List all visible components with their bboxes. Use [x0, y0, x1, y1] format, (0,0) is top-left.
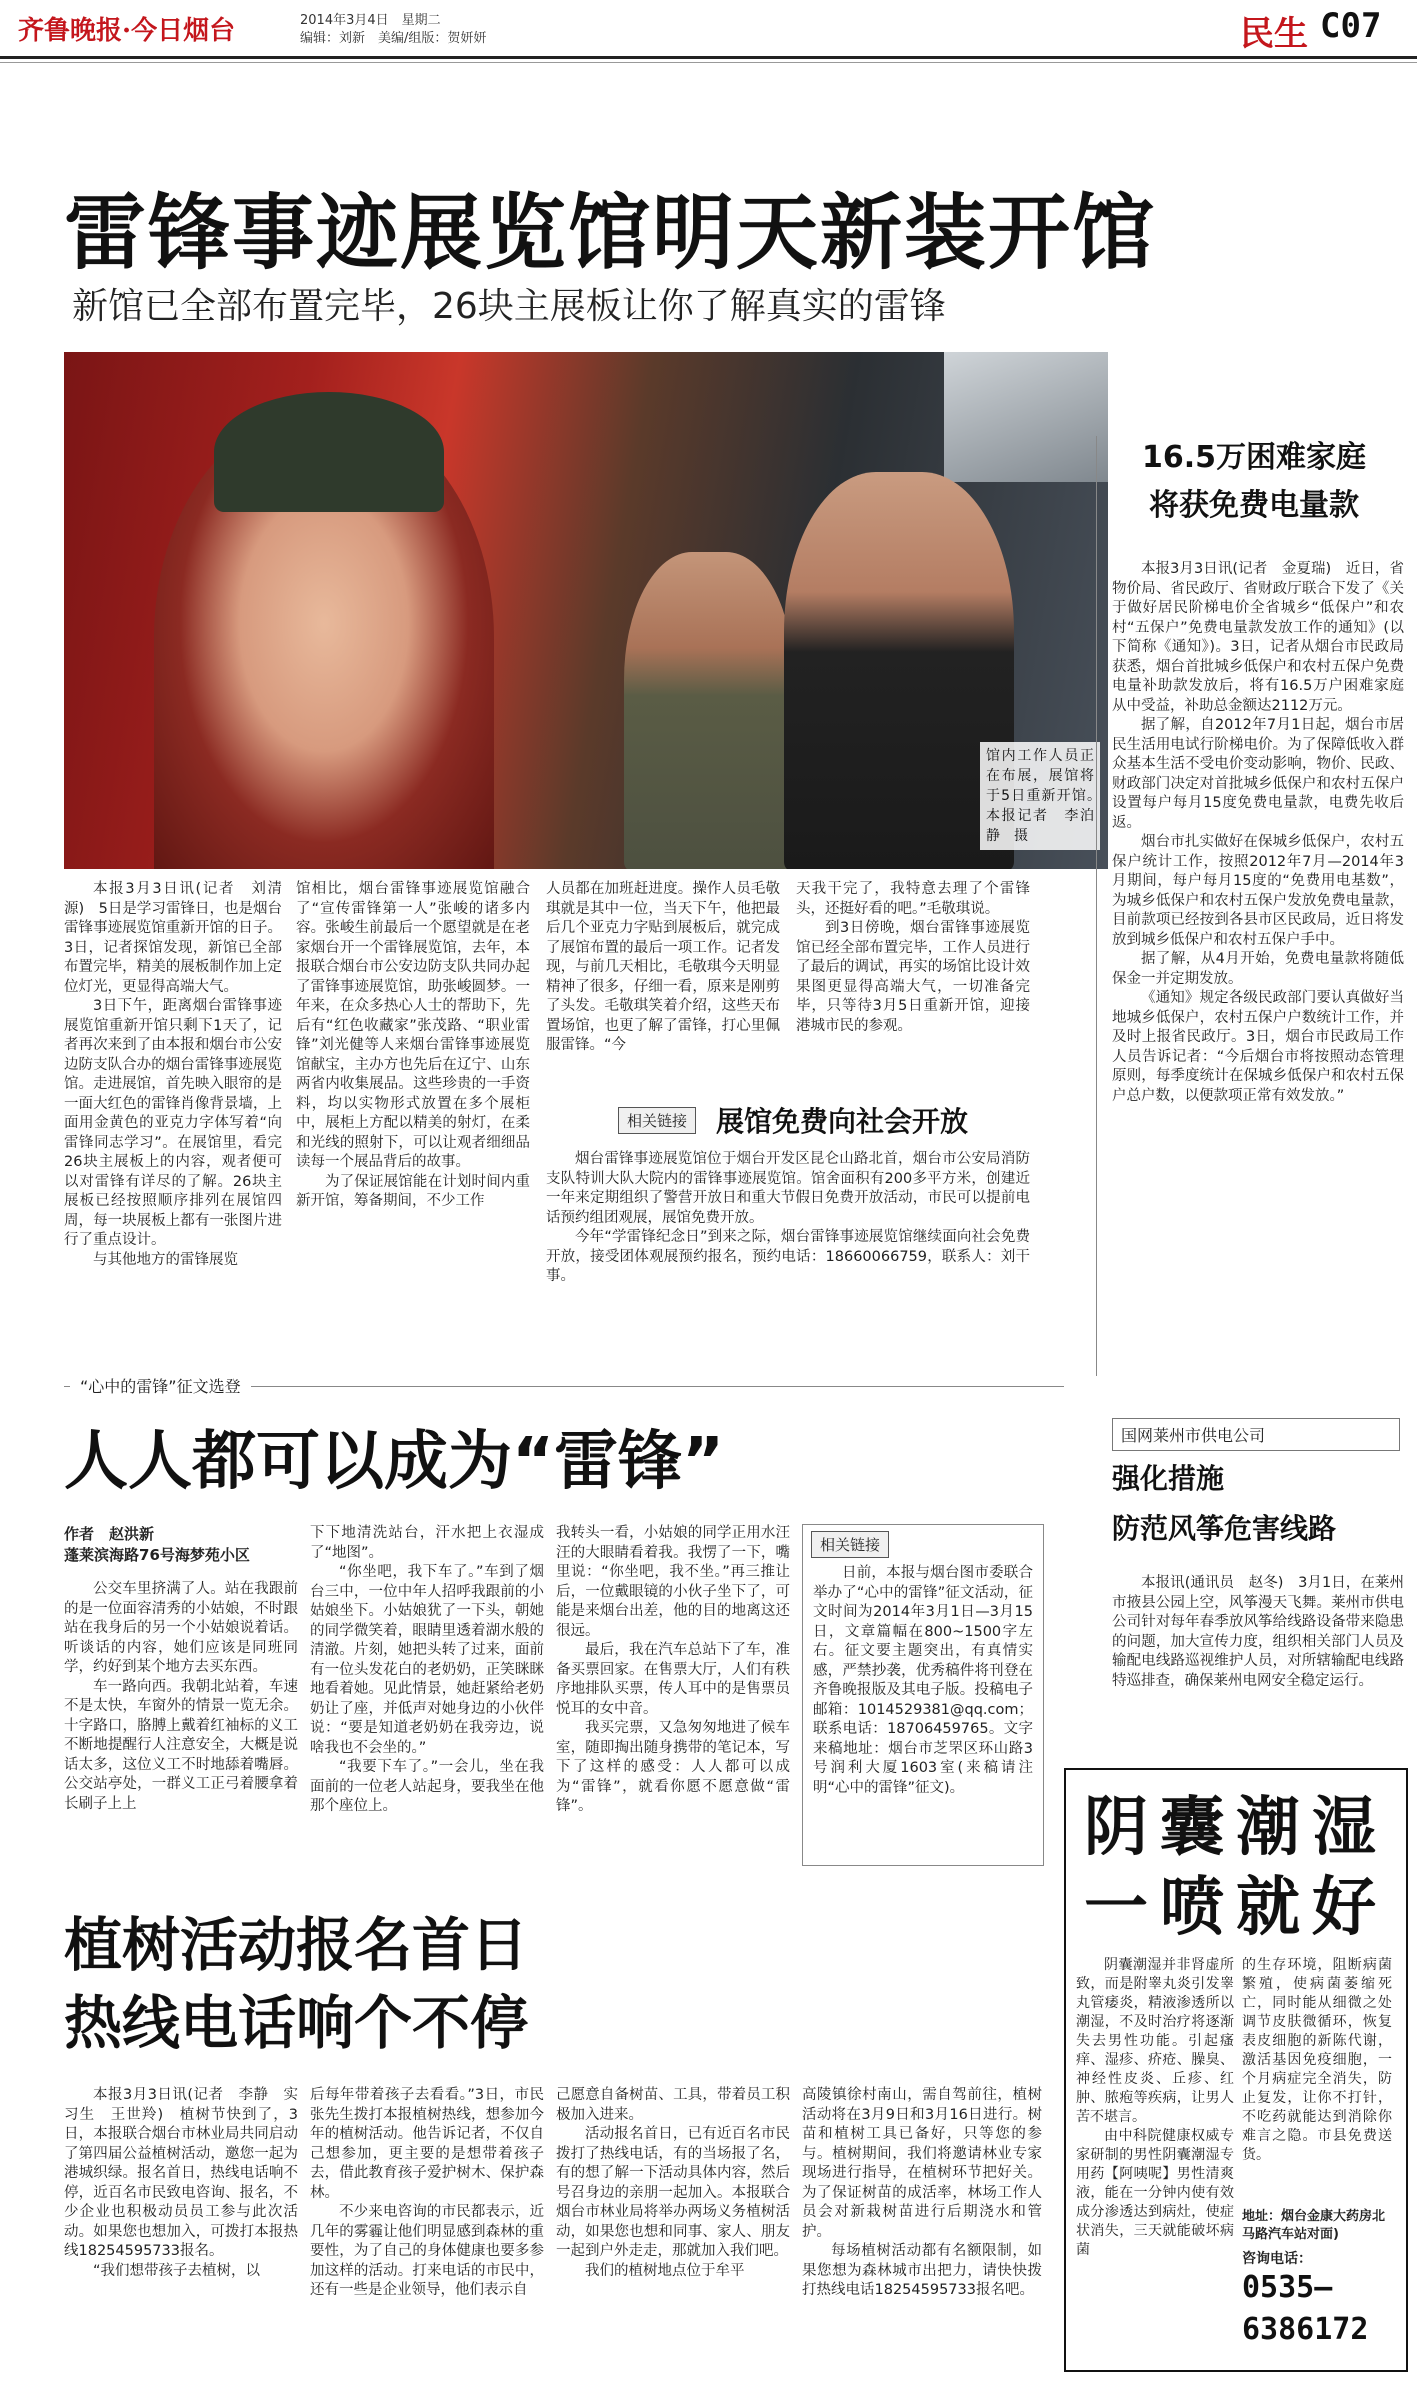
ad-col2: [1242, 1956, 1392, 2165]
masthead-rule: [0, 56, 1417, 59]
essay-byline: [64, 1524, 298, 1566]
paragraph: 烟台市扎实做好在保城乡低保户，农村五保户统计工作，按照2012年7月—2014年3月期间，每户每月15度的“免费用电基数”，为城乡低保户和农村五保户发放免费电量款，目前款项已经按到各县市区民政局，近日将发放到城乡低保户和农村五保户手中。: [1112, 834, 1404, 948]
worker-figure-back: [624, 552, 794, 869]
essay-author: 作者 赵洪新: [64, 1525, 155, 1543]
main-photo: [64, 352, 1108, 869]
paragraph: 天我干完了，我特意去理了个雷锋头，还挺好看的吧。”毛敬琪说。: [796, 881, 1030, 917]
main-headline: 雷锋事迹展览馆明天新装开馆: [64, 186, 1157, 281]
paragraph: 到3日傍晚，烟台雷锋事迹展览馆已经全部布置完毕，工作人员进行了最后的调试，再实的场馆比设计效果图更显得高端大气，一切准备完毕，只等待3月5日重新开馆，迎接港城市民的参观。: [796, 920, 1030, 1034]
paragraph: 据了解，从4月开始，免费电量款将随低保金一并定期发放。: [1112, 951, 1404, 987]
paragraph: 公交车里挤满了人。站在我跟前的是一位面容清秀的小姑娘，不时跟站在我身后的另一个小姑娘说着话。听谈话的内容，她们应该是同班同学，约好到某个地方去买东西。: [64, 1581, 298, 1675]
paragraph: 本报讯(通讯员 赵冬) 3月1日，在莱州市掖县公园上空，风筝漫天飞舞。莱州市供电公司针对每年春季放风筝给线路设备带来隐患的问题，加大宣传力度，组织相关部门人员及输配电线路巡视维护人员，对所辖输配电线路特巡排查，确保莱州电网安全稳定运行。: [1112, 1575, 1404, 1689]
edition-name: 今日烟台: [131, 16, 236, 46]
paragraph: 为了保证展馆能在计划时间内重新开馆，筹备期间，不少工作: [296, 1173, 530, 1209]
paragraph: 据了解，自2012年7月1日起，烟台市居民生活用电试行阶梯电价。为了保障低收入群众基本生活不受电价变动影响，物价、民政、财政部门决定对首批城乡低保户和农村五保户设置每户每月15度免费电量款，电费先收后返。: [1112, 717, 1404, 831]
side-story2-title-line1: 强化措施: [1112, 1462, 1225, 1495]
brand-name: 齐鲁晚报: [18, 16, 123, 46]
issue-date: 2014年3月4日 星期二: [300, 13, 441, 28]
ad-phone-label: 咨询电话：: [1242, 2251, 1312, 2267]
related-title: 展馆免费向社会开放: [716, 1105, 969, 1138]
advertisement: [1064, 1768, 1408, 2372]
paragraph: 每场植树活动都有名额限制，如果您想为森林城市出把力，请快快拨打热线电话18254595733报名吧。: [802, 2243, 1042, 2298]
side-story1-title-line1: 16.5万困难家庭: [1141, 440, 1367, 475]
paragraph: 本报3月3日讯(记者 金夏瑞) 近日，省物价局、省民政厅、省财政厅联合下发了《关于做好居民阶梯电价全省城乡“低保户”和农村“五保户”免费电量款发放工作的通知》(以下简称《通知》)。3日，记者从烟台市民政局获悉，烟台首批城乡低保户和农村五保户免费电量补助款发放后，将有16.5万户困难家庭从中受益，补助总金额达2112万元。: [1112, 561, 1404, 714]
side-story1-body: [1112, 560, 1404, 1360]
column-divider: [1096, 436, 1097, 1376]
paragraph: 人员都在加班赶进度。操作人员毛敬琪就是其中一位，当天下午，他把最后几个亚克力字贴到展板后，就完成了展馆布置的最后一项工作。记者发现，与前几天相比，毛敬琪今天明显精神了很多，仔细一看，原来是刚剪了头发。毛敬琪笑着介绍，这些天布置场馆，也更了解了雷锋，打心里佩服雷锋。“今: [546, 881, 780, 1053]
paragraph: 本报3月3日讯(记者 李静 实习生 王世羚) 植树节快到了，3日，本报联合烟台市林业局共同启动了第四届公益植树活动，邀您一起为港城织绿。报名首日，热线电话响不停，近百名市民致电咨询、报名，不少企业也积极动员员工参与此次活动。如果您也想加入，可拨打本报热线18254595733报名。: [64, 2087, 298, 2259]
paragraph: 馆相比，烟台雷锋事迹展览馆融合了“宣传雷锋第一人”张峻的诸多内容。张峻生前最后一个愿望就是在老家烟台开一个雷锋展览馆，去年，本报联合烟台市公安边防支队共同办起了雷锋事迹展览馆，助张峻圆梦。一年来，在众多热心人士的帮助下，先后有“红色收藏家”张茂路、“职业雷锋”刘光健等人来烟台雷锋事迹展览馆献宝，主办方也先后在辽宁、山东两省内收集展品。这些珍贵的一手资料，均以实物形式放置在多个展柜中，展柜上方配以精美的射灯，在柔和光线的照射下，可以让观者细细品读每一个展品背后的故事。: [296, 881, 530, 1170]
paragraph: “你坐吧，我下车了。”车到了烟台三中，一位中年人招呼我跟前的小姑娘坐下。小姑娘犹了一下头，朝她的同学微笑着，眼睛里透着湖水般的清澈。片刻，她把头转了过来，面前有一位头发花白的老奶奶，正笑眯眯地看着她。见此情景，她赶紧给老奶奶让了座，并低声对她身边的小伙伴说：“要是知道老奶奶在我旁边，说啥我也不会坐的。”: [310, 1564, 544, 1756]
paragraph: 与其他地方的雷锋展览: [93, 1251, 238, 1268]
paragraph: 的生存环境，阻断病菌繁殖，使病菌萎缩死亡，同时能从细微之处调节皮肤微循环，恢复表皮细胞的新陈代谢，激活基因免疫细胞，一个月病症完全消失，防止复发，让你不打针，不吃药就能达到消除你难言之隐。市县免费送货。: [1242, 1957, 1392, 2163]
masthead-meta: [300, 12, 486, 48]
main-subhead: 新馆已全部布置完毕，26块主展板让你了解真实的雷锋: [72, 286, 946, 327]
ad-headline-line1: 阴囊潮湿: [1084, 1791, 1388, 1865]
paragraph: 车一路向西。我朝北站着，车速不是太快，车窗外的情景一览无余。十字路口，胳膊上戴着红袖标的义工不断地提醒行人注意安全，大概是说话太多，这位义工不时地舔着嘴唇。公交站亭处，一群义工正弓着腰拿着长刷子上上: [64, 1678, 298, 1812]
paragraph: 由中科院健康权威专家研制的男性阴囊潮湿专用药【阿咦呢】男性清爽液，能在一分钟内使有效成分渗透达到病灶，使症状消失，三天就能破坏病菌: [1076, 2128, 1234, 2258]
ad-headline-line2: 一喷就好: [1084, 1871, 1388, 1945]
paragraph: 不少来电咨询的市民都表示，近几年的雾霾让他们明显感到森林的重要性，为了自己的身体健康也要多参加这样的活动。打来电话的市民中，还有一些是企业领导，他们表示自: [310, 2204, 544, 2298]
side-story2-body: [1112, 1574, 1404, 1724]
essay-col2: [310, 1524, 544, 1864]
main-story-col3: [546, 880, 780, 1090]
related-header: [618, 1100, 968, 1140]
essay-related-box: [802, 1524, 1044, 1866]
paragraph: 我们的植树地点位于牟平: [585, 2262, 745, 2279]
paragraph: 活动报名首日，已有近百名市民拨打了热线电话，有的当场报了名，有的想了解一下活动具体内容，然后号召身边的亲朋一起加入。本报联合烟台市林业局将举办两场义务植树活动，如果您也想和同事、家人、朋友一起到户外走走，那就加入我们吧。: [556, 2126, 790, 2259]
brand-separator: ·: [122, 16, 132, 46]
essay-tag: “心中的雷锋”征文选登: [70, 1374, 251, 1397]
main-story-col1: [64, 880, 282, 1330]
paragraph: 最后，我在汽车总站下了车，准备买票回家。在售票大厅，人们有秩序地排队买票，传人耳中的是售票员悦耳的女中音。: [556, 1642, 790, 1717]
related-tag: 相关链接: [618, 1107, 696, 1134]
paragraph: 我转头一看，小姑娘的同学正用水汪汪的大眼睛看着我。我愣了一下，嘴里说：“你坐吧，我不坐。”再三推让后，一位戴眼镜的小伙子坐下了，可能是来烟台出差，他的目的地离这还很远。: [556, 1525, 790, 1639]
tree-col3: [556, 2086, 790, 2376]
essay-headline: 人人都可以成为“雷锋”: [64, 1425, 725, 1499]
tree-col4: [802, 2086, 1042, 2376]
tree-headline-line1: 植树活动报名首日: [64, 1911, 529, 1979]
ad-phone-line2: 6386172: [1242, 2312, 1369, 2347]
paragraph: 本报3月3日讯(记者 刘清源) 5日是学习雷锋日，也是烟台雷锋事迹展览馆重新开馆的日子。3日，记者探馆发现，新馆已全部布置完毕，精美的展板制作加上定位灯光，更显得高端大气。: [64, 881, 282, 995]
essay-related-body: [803, 1564, 1043, 1798]
main-story-col4: [796, 880, 1030, 1090]
essay-address: 蓬莱滨海路76号海梦苑小区: [64, 1546, 250, 1564]
tree-headline: [64, 1906, 528, 2062]
paragraph: 己愿意自备树苗、工具，带着员工积极加入进来。: [556, 2087, 790, 2123]
ceiling-light: [944, 352, 1108, 482]
paragraph: 阴囊潮湿并非肾虚所致，而是附睾丸炎引发睾丸管痿炎，精液渗透所以潮湿，不及时治疗将逐渐失去男性功能。引起瘙痒、湿疹、疥疮、臊臭、神经性皮炎、丘疹、红肿、脓疱等疾病，让男人苦不堪言。: [1076, 1957, 1234, 2125]
paragraph: 今年“学雷锋纪念日”到来之际，烟台雷锋事迹展览馆继续面向社会免费开放，接受团体观展预约报名，预约电话：18660066759，联系人：刘干事。: [546, 1229, 1030, 1284]
ad-address: 地址：烟台金康大药房北马路汽车站对面): [1242, 2209, 1386, 2242]
paragraph: 《通知》规定各级民政部门要认真做好当地城乡低保户，农村五保户户数统计工作，并及时上报省民政厅。3日，烟台市民政局工作人员告诉记者：“今后烟台市将按照动态管理原则，每季度统计在保城乡低保户和农村五保户总户数，以便款项正常有效发放。”: [1112, 990, 1404, 1104]
page-number: C07: [1320, 6, 1382, 46]
masthead-rule-thin: [0, 62, 1417, 63]
paragraph: 高陵镇徐村南山，需自驾前往，植树活动将在3月9日和3月16日进行。树苗和植树工具已备好，只等您的参与。植树期间，我们将邀请林业专家现场进行指导，在植树环节把好关。为了保证树苗的成活率，林场工作人员会对新栽树苗进行后期浇水和管护。: [802, 2087, 1042, 2240]
essay-col3: [556, 1524, 790, 1864]
paragraph: “我要下车了。”一会儿，坐在我面前的一位老人站起身，要我坐在他那个座位上。: [310, 1759, 544, 1814]
portrait-cap: [214, 392, 444, 512]
side-story1-title: [1104, 434, 1404, 530]
paragraph: 3日下午，距离烟台雷锋事迹展览馆重新开馆只剩下1天了，记者再次来到了由本报和烟台市公安边防支队合办的烟台雷锋事迹展览馆。走进展馆，首先映入眼帘的是一面大红色的雷锋肖像背景墙，上面用金黄色的亚克力字体写着“向雷锋同志学习”。在展馆里，看完26块主展板上的内容，观者便可以对雷锋有详尽的了解。26块主展板已经按照顺序排列在展馆四周，每一块展板上都有一张图片进行了重点设计。: [64, 998, 282, 1248]
tree-headline-line2: 热线电话响个不停: [64, 1989, 529, 2057]
side-story2-title: [1112, 1454, 1404, 1554]
tree-col1: [64, 2086, 298, 2376]
ad-phone-line1: 0535—: [1242, 2270, 1333, 2305]
paragraph: 烟台雷锋事迹展览馆位于烟台开发区昆仑山路北首，烟台市公安局消防支队特训大队大院内的雷锋事迹展览馆。馆舍面积有200多平方米，创建近一年来定期组织了警营开放日和重大节假日免费开放活动，市民可以提前电话预约组团观展，展馆免费开放。: [546, 1151, 1030, 1226]
side-story2-title-line2: 防范风筝危害线路: [1112, 1512, 1337, 1545]
editor-credits: 编辑：刘新 美编/组版：贺妍妍: [300, 31, 487, 46]
photo-caption: 馆内工作人员正在布展，展馆将于5日重新开馆。 本报记者 李泊静 摄: [980, 742, 1100, 850]
side-story1-title-line2: 将获免费电量款: [1149, 488, 1359, 523]
masthead-brand: [18, 10, 235, 47]
paragraph: 下下地清洗站台，汗水把上衣湿成了“地图”。: [310, 1525, 544, 1561]
essay-related-tag: 相关链接: [811, 1531, 889, 1558]
paragraph: 我买完票，又急匆匆地进了候车室，随即掏出随身携带的笔记本，写下了这样的感受：人人都可以成为“雷锋”，就看你愿不愿意做“雷锋”。: [556, 1720, 790, 1814]
related-body: [546, 1150, 1030, 1325]
paragraph: “我们想带孩子去植树，以: [93, 2262, 261, 2279]
paragraph: 后每年带着孩子去看看。”3日，市民张先生拨打本报植树热线，想参加今年的植树活动。他告诉记者，不仅自己想参加，更主要的是想带着孩子去，借此教育孩子爱护树木、保护森林。: [310, 2087, 544, 2201]
main-story-col2: [296, 880, 530, 1330]
paragraph: 日前，本报与烟台图市委联合举办了“心中的雷锋”征文活动，征文时间为2014年3月1日—3月15日，文章篇幅在800~1500字左右。征文要主题突出，有真情实感，严禁抄袭，优秀稿件将刊登在齐鲁晚报版及其电子版。投稿电子邮箱：1014529381@qq.com；联系电话：18706459765。文字来稿地址：烟台市芝罘区环山路3号润利大厦1603室(来稿请注明“心中的雷锋”征文)。: [813, 1565, 1033, 1796]
section-name: 民生: [1240, 14, 1308, 54]
side-story2-kicker: 国网莱州市供电公司: [1112, 1418, 1400, 1451]
tree-col2: [310, 2086, 544, 2376]
ad-col1: [1076, 1956, 1234, 2260]
essay-col1: [64, 1580, 298, 1860]
